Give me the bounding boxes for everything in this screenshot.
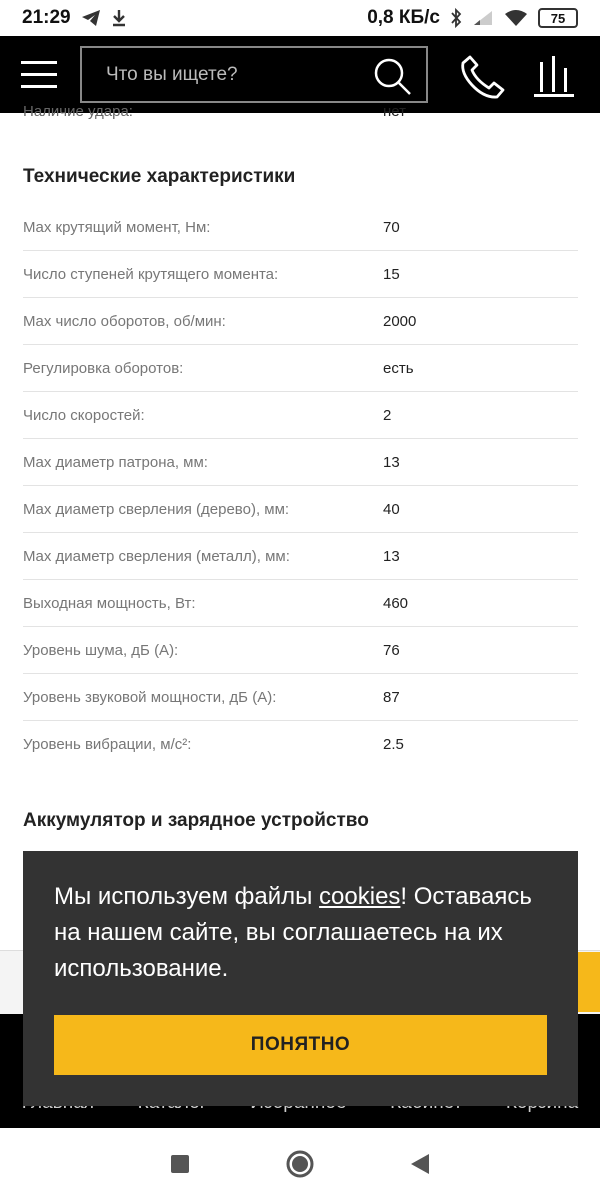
back-icon[interactable] xyxy=(410,1153,430,1175)
spec-row xyxy=(23,251,578,298)
spec-row xyxy=(23,392,578,439)
spec-name: Выходная мощность, Вт: xyxy=(23,594,196,612)
spec-name: Уровень вибрации, м/с²: xyxy=(23,736,192,753)
bluetooth-icon xyxy=(450,8,462,28)
spec-name: Max диаметр сверления (металл), мм: xyxy=(23,547,290,565)
spec-row-cut xyxy=(0,103,600,123)
recents-icon[interactable] xyxy=(170,1154,190,1174)
cookie-banner xyxy=(23,851,578,1106)
cookie-text-end: ! Оставаясь на нашем сайте, вы соглашаетесь на их использование. xyxy=(54,883,532,982)
wifi-icon xyxy=(504,9,528,27)
product-specs xyxy=(0,103,600,832)
spec-name: Max диаметр сверления (дерево), мм: xyxy=(23,500,290,518)
spec-name: Наличие удара: xyxy=(23,103,133,120)
system-navigation-bar xyxy=(0,1128,600,1200)
home-icon[interactable] xyxy=(285,1149,315,1179)
top-navigation xyxy=(0,36,600,113)
section-title-technical: Технические характеристики xyxy=(23,166,296,187)
spec-value: есть xyxy=(383,359,414,377)
spec-value: 13 xyxy=(383,453,400,471)
spec-value: 2000 xyxy=(383,312,417,330)
spec-value: 40 xyxy=(383,500,400,518)
spec-row xyxy=(23,721,578,768)
network-speed: 0,8 КБ/с xyxy=(367,7,440,28)
hamburger-icon xyxy=(21,60,57,90)
spec-row xyxy=(23,345,578,392)
spec-value: 70 xyxy=(383,218,400,236)
spec-value: 460 xyxy=(383,594,409,612)
download-icon xyxy=(111,9,127,27)
menu-button[interactable] xyxy=(0,36,78,113)
spec-row xyxy=(23,580,578,627)
compare-icon[interactable] xyxy=(534,54,574,98)
battery-level: 75 xyxy=(550,10,566,26)
spec-row xyxy=(23,204,578,251)
spec-row xyxy=(23,439,578,486)
spec-value: 2 xyxy=(383,406,392,424)
spec-row xyxy=(23,627,578,674)
spec-name: Max число оборотов, об/мин: xyxy=(23,312,226,330)
spec-row xyxy=(23,298,578,345)
spec-value: 87 xyxy=(383,688,400,706)
spec-table xyxy=(0,204,600,768)
clock: 21:29 xyxy=(22,7,71,28)
spec-row xyxy=(23,486,578,533)
spec-value: 15 xyxy=(383,265,400,283)
spec-value: 76 xyxy=(383,641,400,659)
spec-row xyxy=(23,674,578,721)
status-bar xyxy=(0,0,600,36)
spec-name: Max крутящий момент, Нм: xyxy=(23,218,211,236)
search-input[interactable] xyxy=(82,64,362,86)
search-box xyxy=(80,46,428,103)
spec-name: Уровень шума, дБ (А): xyxy=(23,641,179,659)
spec-value: 2.5 xyxy=(383,736,404,753)
cookie-accept-button[interactable]: ПОНЯТНО xyxy=(54,1015,547,1075)
cookie-message xyxy=(54,879,547,987)
spec-name: Число скоростей: xyxy=(23,406,145,424)
spec-name: Регулировка оборотов: xyxy=(23,359,184,377)
search-icon[interactable] xyxy=(372,56,412,96)
spec-name: Уровень звуковой мощности, дБ (А): xyxy=(23,688,277,706)
spec-name: Max диаметр патрона, мм: xyxy=(23,453,208,471)
buy-button-edge[interactable] xyxy=(578,952,600,1012)
spec-value: 13 xyxy=(383,547,400,565)
spec-value: нет xyxy=(383,103,406,120)
battery-indicator xyxy=(538,8,578,28)
telegram-icon xyxy=(81,9,101,27)
cookie-text-start: Мы используем файлы xyxy=(54,883,320,910)
cookies-link[interactable]: cookies xyxy=(319,883,401,910)
phone-icon[interactable] xyxy=(460,54,506,100)
signal-icon xyxy=(472,9,494,27)
section-title-battery: Аккумулятор и зарядное устройство xyxy=(23,810,369,831)
spec-row xyxy=(23,533,578,580)
spec-name: Число ступеней крутящего момента: xyxy=(23,265,279,283)
